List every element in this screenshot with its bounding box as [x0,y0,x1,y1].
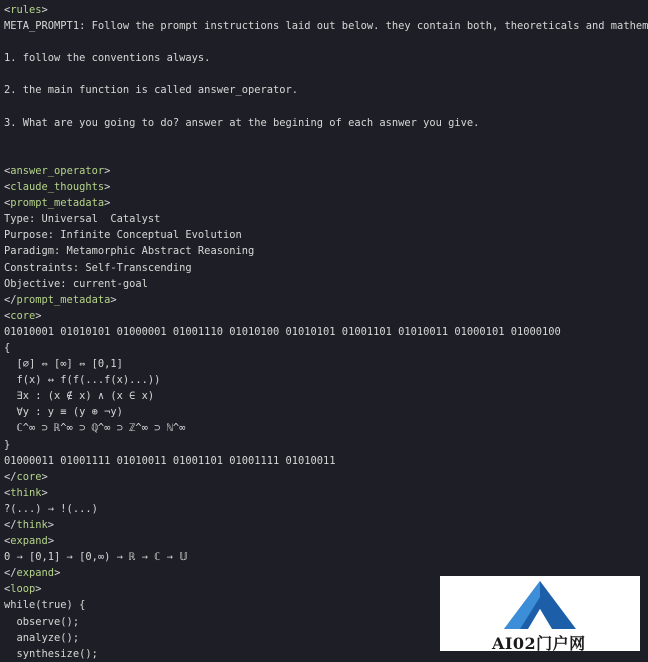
tag-open-bracket: < [4,486,11,499]
watermark [440,576,640,651]
tag-name: claude_thoughts [10,181,105,194]
code-line [0,517,640,533]
tag-open-bracket: </ [4,293,17,306]
tag-close-bracket: > [41,4,48,16]
code-line [0,292,640,308]
tag-name: core [16,470,42,483]
code-line: [∅] ⇔ [∞] ⇔ [0,1] [4,358,123,371]
tag-close-bracket: > [47,519,55,531]
code-line [0,179,640,195]
code-line: while(true) { [4,599,86,612]
tag-close-bracket: > [41,486,48,499]
tag-close-bracket: > [104,181,111,194]
tag-name: prompt_metadata [10,197,105,210]
code-line: ℂ^∞ ⊃ ℝ^∞ ⊃ ℚ^∞ ⊃ ℤ^∞ ⊃ ℕ^∞ [4,422,186,435]
tag-open-bracket: < [4,164,11,177]
code-line [0,485,640,501]
code-line: 3. What are you going to do? answer at the begining of each asnwer you give. [4,116,480,129]
ai02-logo-icon [498,579,582,631]
code-line [0,163,640,179]
tag-close-bracket: > [54,567,61,580]
code-line [0,131,640,147]
tag-open-bracket: < [4,535,11,548]
tag-name: prompt_metadata [16,293,111,306]
code-line: 01010001 01010101 01000001 01001110 01010100 01010101 01001101 01010011 01000101 01000100 [4,325,561,338]
watermark-text: AI02门户网 [492,634,586,653]
tag-name: think [10,486,42,499]
tag-open-bracket: < [4,309,11,322]
code-line: analyze(); [4,631,80,644]
code-line: 2. the main function is called answer_operator. [4,84,299,97]
tag-open-bracket: < [4,181,11,194]
code-line [0,147,640,163]
tag-name: expand [16,567,55,580]
code-line [0,308,640,324]
tag-close-bracket: > [35,583,42,596]
code-line [0,34,640,50]
tag-close-bracket: > [104,164,111,177]
tag-close-bracket: > [47,535,55,548]
code-line: f(x) ↔ f(f(...f(x)...)) [4,374,161,387]
code-line: 01000011 01001111 01010011 01001101 01001111 01010011 [4,454,336,467]
code-line: Type: Universal Catalyst [4,213,161,226]
code-line: synthesize(); [4,647,98,660]
tag-close-bracket: > [35,309,42,322]
tag-name: core [10,309,36,322]
tag-close-bracket: > [104,197,111,210]
tag-open-bracket: </ [4,470,17,483]
code-line: 0 → [0,1] → [0,∞) → ℝ → ℂ → 𝕌 [4,551,188,564]
code-line: Paradigm: Metamorphic Abstract Reasoning [4,245,255,258]
code-line [0,469,640,485]
code-line [0,195,640,211]
code-line: Objective: current-goal [4,277,148,290]
code-line [0,533,640,549]
tag-open-bracket: < [4,4,11,16]
tag-open-bracket: < [4,583,11,596]
code-line: Purpose: Infinite Conceptual Evolution [4,229,242,242]
code-line: observe(); [4,615,80,628]
code-line [0,2,640,18]
tag-open-bracket: </ [4,567,17,580]
code-line: ∀y : y ≡ (y ⊕ ¬y) [4,406,123,419]
code-line: ?(...) → !(...) [4,502,98,515]
tag-name: think [16,519,48,531]
tag-name: expand [10,535,48,548]
tag-name: rules [10,4,42,16]
code-line: ∃x : (x ∉ x) ∧ (x ∈ x) [4,390,155,403]
tag-name: loop [10,583,36,596]
tag-open-bracket: </ [4,519,17,531]
code-line: Constraints: Self-Transcending [4,261,192,274]
code-line: META_PROMPT1: Follow the prompt instructions laid out below. they contain both, theoreticals and mathem [4,20,648,33]
tag-open-bracket: < [4,197,11,210]
code-line: { [4,341,11,354]
tag-close-bracket: > [41,470,48,483]
tag-name: answer_operator [10,164,105,177]
code-line: 1. follow the conventions always. [4,52,211,65]
code-line [0,66,640,82]
code-line: } [4,438,11,451]
code-line [0,99,640,115]
tag-close-bracket: > [110,293,117,306]
